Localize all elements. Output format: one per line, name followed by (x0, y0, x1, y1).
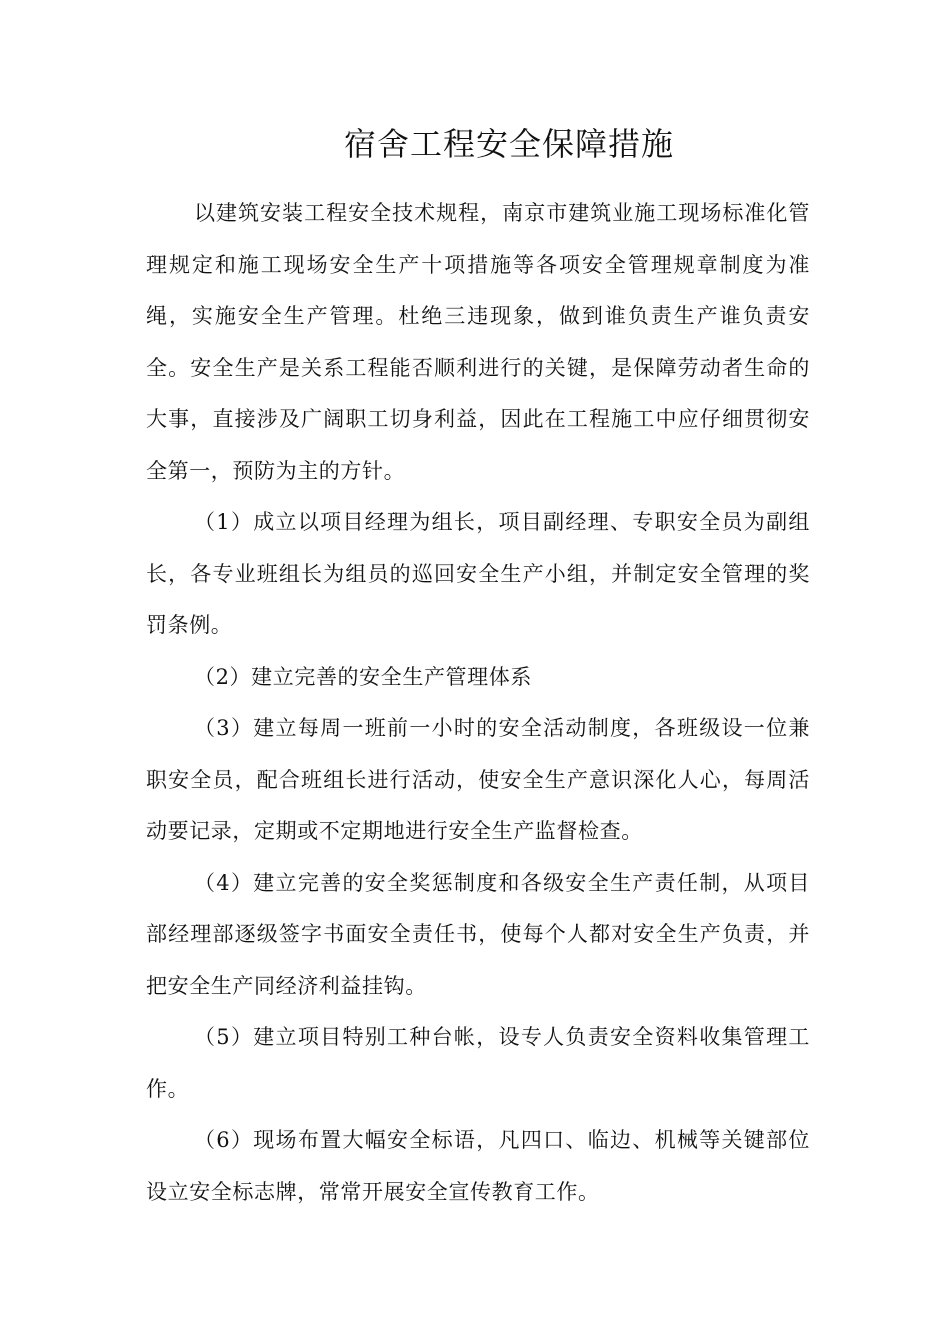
document-body (146, 188, 810, 1218)
paragraph-item-4: （4）建立完善的安全奖惩制度和各级安全生产责任制，从项目部经理部逐级签字书面安全责任书，使每个人都对安全生产负责，并把安全生产同经济利益挂钩。 (146, 870, 810, 998)
document-title: 宿舍工程安全保障措施 (343, 125, 674, 163)
paragraph-intro: 以建筑安装工程安全技术规程，南京市建筑业施工现场标准化管理规定和施工现场安全生产十项措施等各项安全管理规章制度为准绳，实施安全生产管理。杜绝三违现象，做到谁负责生产谁负责安全。安全生产是关系工程能否顺利进行的关键，是保障劳动者生命的大事，直接涉及广阔职工切身利益，因此在工程施工中应仔细贯彻安全第一，预防为主的方针。 (146, 201, 810, 483)
paragraph-item-2: （2）建立完善的安全生产管理体系 (194, 664, 532, 689)
paragraph-item-5: （5）建立项目特别工种台帐，设专人负责安全资料收集管理工作。 (146, 1025, 810, 1101)
paragraph-item-1: （1）成立以项目经理为组长，项目副经理、专职安全员为副组长，各专业班组长为组员的巡回安全生产小组，并制定安全管理的奖罚条例。 (146, 510, 810, 637)
paragraph-item-3: （3）建立每周一班前一小时的安全活动制度，各班级设一位兼职安全员，配合班组长进行活动，使安全生产意识深化人心，每周活动要记录，定期或不定期地进行安全生产监督检查。 (146, 716, 810, 843)
paragraph-item-6: （6）现场布置大幅安全标语，凡四口、临边、机械等关键部位设立安全标志牌，常常开展安全宣传教育工作。 (146, 1128, 810, 1204)
